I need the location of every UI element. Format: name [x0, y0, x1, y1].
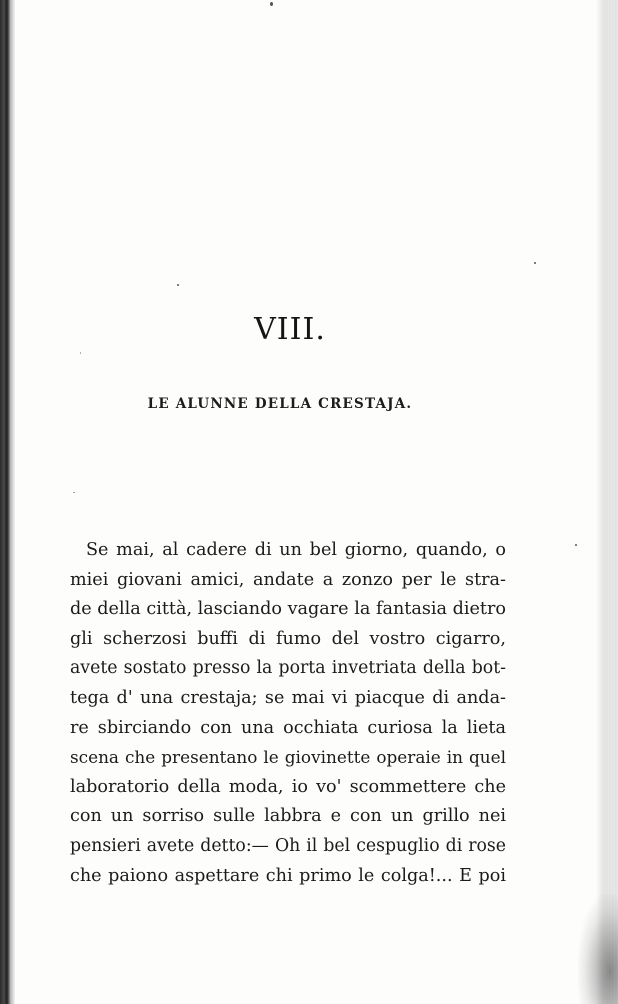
- chapter-number: VIII.: [254, 312, 326, 347]
- scan-speck: [73, 492, 75, 493]
- text-line: pensieri avete detto:— Oh il bel cespuglio di rose: [70, 835, 506, 856]
- body-paragraph: [70, 536, 506, 891]
- scan-speck: [80, 352, 81, 354]
- page-edges: [604, 0, 618, 1004]
- text-line: avete sostato presso la porta invetriata della bot-: [70, 658, 506, 679]
- scan-speck: [177, 284, 179, 286]
- binding-shadow: [11, 0, 15, 1004]
- page-edge-shadow: [596, 0, 604, 1004]
- text-line: miei giovani amici, andate a zonzo per le stra-: [70, 569, 506, 590]
- text-line: con un sorriso sulle labbra e con un grillo nei: [70, 806, 506, 827]
- text-line: scena che presentano le giovinette operaie in quel: [70, 747, 506, 768]
- scan-speck: [575, 544, 577, 546]
- corner-smudge: [578, 894, 618, 1004]
- text-line: de della città, lasciando vagare la fantasia dietro: [70, 599, 506, 620]
- text-line: re sbirciando con una occhiata curiosa la lieta: [70, 717, 506, 738]
- text-line: tega d' una crestaja; se mai vi piacque di anda-: [70, 687, 506, 708]
- scan-speck: [270, 2, 273, 6]
- text-line: gli scherzosi buffi di fumo del vostro cigarro,: [70, 628, 506, 649]
- text-line: Se mai, al cadere di un bel giorno, quando, o: [86, 540, 506, 560]
- chapter-title: LE ALUNNE DELLA CRESTAJA.: [147, 396, 413, 412]
- text-line: che paiono aspettare chi primo le colga!... E poi: [70, 865, 506, 886]
- scan-speck: [534, 262, 536, 264]
- text-line: laboratorio della moda, io vo' scommettere che: [70, 776, 506, 797]
- book-binding-edge: [0, 0, 11, 1004]
